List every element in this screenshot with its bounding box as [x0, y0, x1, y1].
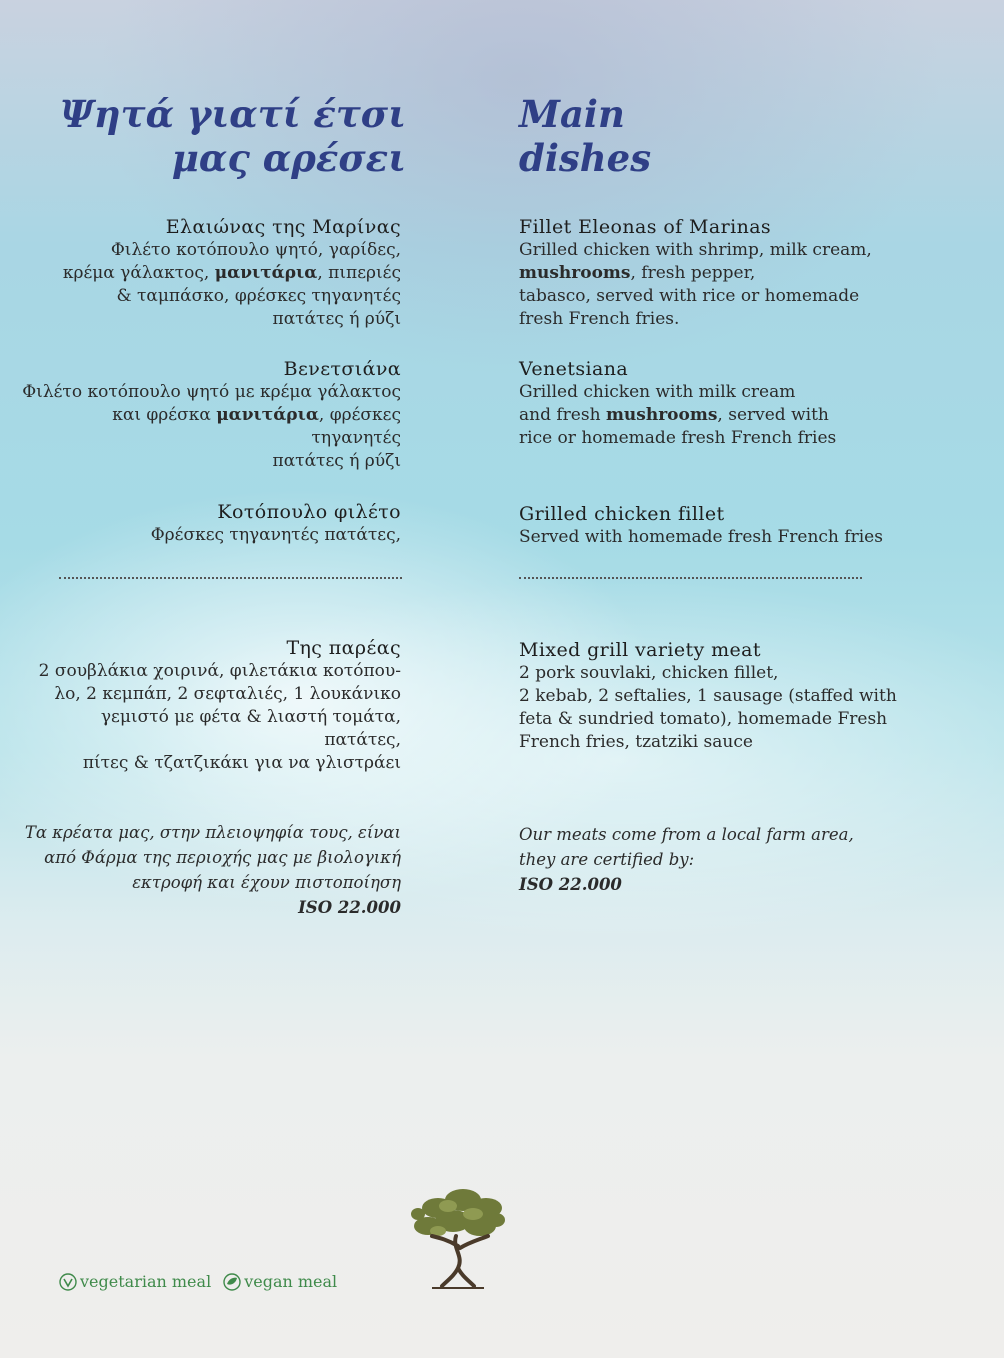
dish-description-line — [519, 404, 899, 427]
dish-name: Venetsiana — [519, 358, 629, 380]
dish-description-line — [519, 239, 899, 262]
description-text: , served with — [717, 405, 829, 425]
description-text: , πιπεριές — [317, 263, 401, 283]
description-text: 2 σουβλάκια χοιρινά, φιλετάκια κοτόπου- — [38, 661, 401, 681]
dish-description-line — [519, 662, 899, 685]
description-text: Φιλέτο κοτόπουλο ψητό, γαρίδες, — [110, 240, 401, 260]
dish-description-line — [519, 427, 899, 450]
greek-note-line-1: Τα κρέατα μας, στην πλειοψηφία τους, είναι — [24, 823, 401, 842]
dish-name: Βενετσιάνα — [283, 358, 401, 380]
greek-dish-venetsiana — [21, 358, 401, 473]
description-text: Φιλέτο κοτόπουλο ψητό με κρέμα γάλακτος — [22, 382, 401, 402]
description-text: 2 pork souvlaki, chicken fillet, — [519, 663, 779, 683]
dish-name: Mixed grill variety meat — [519, 639, 761, 661]
description-text: πατάτες ή ρύζι — [272, 309, 401, 329]
dish-description-line — [519, 731, 899, 754]
description-text: Φρέσκες τηγανητές πατάτες, — [150, 525, 401, 545]
dish-name: Fillet Eleonas of Marinas — [519, 216, 772, 238]
greek-dish-eleonas — [21, 216, 401, 331]
dish-description-line — [519, 381, 899, 404]
greek-iso-label: ISO 22.000 — [298, 898, 401, 917]
legend-vegan — [223, 1272, 337, 1291]
greek-title — [26, 92, 406, 180]
english-dish-venetsiana — [519, 358, 899, 450]
greek-meat-note — [21, 820, 401, 920]
english-title-line-1: Main — [519, 92, 625, 136]
dish-description-line — [21, 285, 401, 308]
english-iso-label: ISO 22.000 — [519, 875, 622, 894]
dish-description-line — [519, 526, 899, 549]
dish-description-line — [21, 683, 401, 706]
english-meat-note — [519, 822, 899, 897]
dish-description-line — [519, 685, 899, 708]
description-text: , fresh pepper, — [630, 263, 756, 283]
description-text: πατάτες ή ρύζι — [272, 451, 401, 471]
dish-name: Της παρέας — [286, 637, 401, 659]
dish-description-line — [519, 708, 899, 731]
dotted-divider-right — [519, 577, 862, 579]
vegan-leaf-icon — [223, 1273, 241, 1291]
english-title-line-2: dishes — [519, 136, 652, 180]
description-text: λο, 2 κεμπάπ, 2 σεφταλιές, 1 λουκάνικο — [54, 684, 401, 704]
greek-dish-chicken-fillet — [21, 501, 401, 547]
highlighted-ingredient: μανιτάρια — [214, 263, 318, 283]
dish-description-line — [21, 404, 401, 450]
description-text: & ταμπάσκο, φρέσκες τηγανητές — [116, 286, 401, 306]
dish-description-line — [21, 239, 401, 262]
highlighted-ingredient: mushrooms — [519, 263, 631, 283]
dish-name: Ελαιώνας της Μαρίνας — [165, 216, 401, 238]
description-text: και φρέσκα — [112, 405, 217, 425]
dish-description-line — [21, 752, 401, 775]
description-text: Grilled chicken with shrimp, milk cream, — [519, 240, 872, 260]
vegetarian-leaf-icon — [59, 1273, 77, 1291]
vegetarian-label: vegetarian meal — [80, 1272, 212, 1291]
english-note-line-1: Our meats come from a local farm area, — [519, 825, 854, 844]
dish-description-line — [519, 262, 899, 285]
dotted-divider-left — [59, 577, 402, 579]
description-text: Served with homemade fresh French fries — [519, 527, 883, 547]
dish-description-line — [21, 450, 401, 473]
vegan-label: vegan meal — [244, 1272, 338, 1291]
dish-name: Κοτόπουλο φιλέτο — [217, 501, 401, 523]
description-text: tabasco, served with rice or homemade — [519, 286, 860, 306]
olive-tree-icon — [408, 1186, 508, 1294]
greek-title-line-2: μας αρέσει — [171, 136, 406, 180]
highlighted-ingredient: μανιτάρια — [216, 405, 319, 425]
description-text: γεμιστό με φέτα & λιαστή τομάτα, πατάτες, — [100, 707, 401, 750]
dish-description-line — [21, 308, 401, 331]
diet-legend — [59, 1272, 337, 1291]
legend-vegetarian — [59, 1272, 211, 1291]
greek-title-line-1: Ψητά γιατί έτσι — [60, 92, 406, 136]
english-dish-chicken-fillet — [519, 503, 899, 549]
dish-description-line — [519, 285, 899, 308]
description-text: French fries, tzatziki sauce — [519, 732, 753, 752]
dish-description-line — [21, 706, 401, 752]
description-text: and fresh — [519, 405, 606, 425]
dish-name: Grilled chicken fillet — [519, 503, 725, 525]
dish-description-line — [519, 308, 899, 331]
highlighted-ingredient: mushrooms — [605, 405, 718, 425]
description-text: rice or homemade fresh French fries — [519, 428, 837, 448]
description-text: κρέμα γάλακτος, — [62, 263, 215, 283]
description-text: feta & sundried tomato), homemade Fresh — [519, 709, 888, 729]
description-text: Grilled chicken with milk cream — [519, 382, 796, 402]
description-text: 2 kebab, 2 seftalies, 1 sausage (staffed with — [519, 686, 897, 706]
dish-description-line — [21, 660, 401, 683]
english-dish-mixed-grill — [519, 639, 899, 754]
description-text: fresh French fries. — [519, 309, 680, 329]
english-note-line-2: they are certified by: — [519, 850, 695, 869]
dish-description-line — [21, 381, 401, 404]
description-text: πίτες & τζατζικάκι για να γλιστράει — [82, 753, 401, 773]
description-text: , φρέσκες τηγανητές — [311, 405, 401, 448]
greek-note-line-3: εκτροφή και έχουν πιστοποίηση — [132, 873, 401, 892]
dish-description-line — [21, 524, 401, 547]
greek-dish-mixed-grill — [21, 637, 401, 775]
dish-description-line — [21, 262, 401, 285]
english-title — [519, 92, 919, 180]
english-dish-eleonas — [519, 216, 899, 331]
greek-note-line-2: από Φάρμα της περιοχής μας με βιολογική — [44, 848, 401, 867]
